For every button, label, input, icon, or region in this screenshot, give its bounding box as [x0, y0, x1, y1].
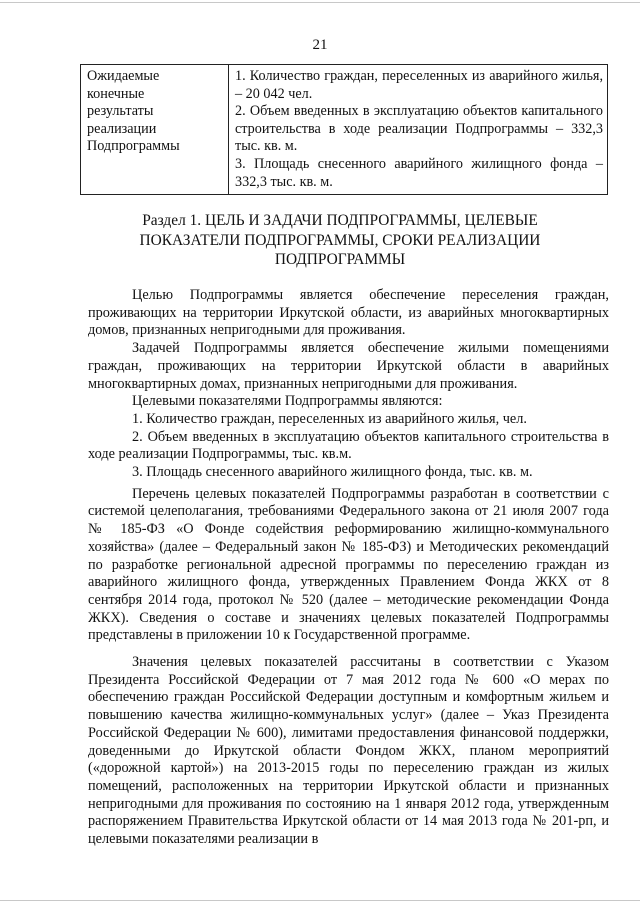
section-heading-line: ПОКАЗАТЕЛИ ПОДПРОГРАММЫ, СРОКИ РЕАЛИЗАЦИИ: [139, 231, 541, 249]
paragraph-goal: Целью Подпрограммы является обеспечение переселения граждан, проживающих на территории Иркутской области, из аварийных многоквартирных домов, признанных непригодными для проживания.: [88, 287, 609, 339]
paragraph-task: Задачей Подпрограммы является обеспечение жилыми помещениями граждан, проживающих на территории Иркутской области в аварийных многоквартирных домах, признанных непригодными для проживания.: [88, 340, 609, 392]
paragraph-indicator-1: 1. Количество граждан, переселенных из аварийного жилья, чел.: [132, 410, 527, 427]
paragraph-indicator-values: Значения целевых показателей рассчитаны в соответствии с Указом Президента Российской Федерации от 7 мая 2012 года № 600 «О мерах по обеспечению граждан Российской Федерации доступным и комфортным жильем и повышению качества жилищно-коммунальных услуг» (далее – Указ Президента Российской Федерации № 600), лимитами предоставления финансовой поддержки, доведенными до Иркутской области Фондом ЖКХ, планом мероприятий («дорожной картой») на 2013-2015 годы по переселению граждан из жилых помещений, расположенных на территории Иркутской области и признанных непригодными для проживания по состоянию на 1 января 2012 года, утвержденным распоряжением Правительства Иркутской области от 14 мая 2013 года № 201-рп, и целевыми показателями реализации в: [88, 654, 609, 848]
paragraph-indicator-list: Перечень целевых показателей Подпрограммы разработан в соответствии с системой целеполагания, требованиями Федерального закона от 21 июля 2007 года № 185-ФЗ «О Фонде содействия реформированию жилищно-коммунального хозяйства» (далее – Федеральный закон № 185-ФЗ) и Методических рекомендаций по разработке региональной адресной программы по переселению граждан из аварийного жилищного фонда, утвержденных Правлением Фонда ЖКХ от 8 сентября 2014 года, протокол № 520 (далее – методические рекомендации Фонда ЖКХ). Сведения о составе и значениях целевых показателей Подпрограммы представлены в приложении 10 к Государственной программе.: [88, 485, 609, 644]
section-heading-line: Раздел 1. ЦЕЛЬ И ЗАДАЧИ ПОДПРОГРАММЫ, ЦЕЛЕВЫЕ: [142, 212, 538, 229]
section-heading: [110, 211, 570, 270]
table-row: [81, 65, 608, 195]
paragraph-indicators-intro: Целевыми показателями Подпрограммы являются:: [132, 393, 443, 410]
result-item: 2. Объем введенных в эксплуатацию объектов капитального строительства в ходе реализации Подпрограммы – 332,3 тыс. кв. м.: [235, 103, 603, 155]
label-line: Подпрограммы: [87, 138, 180, 155]
page-edge-bottom: [0, 900, 640, 901]
body-text: [88, 287, 609, 849]
section-heading-line: ПОДПРОГРАММЫ: [274, 251, 406, 268]
page-number: 21: [312, 37, 328, 53]
label-line: реализации: [87, 120, 157, 137]
label-line: результаты: [87, 103, 154, 120]
label-line: Ожидаемые: [87, 68, 160, 84]
page-edge-top: [0, 2, 640, 3]
paragraph-indicator-3: 3. Площадь снесенного аварийного жилищного фонда, тыс. кв. м.: [132, 464, 533, 481]
table-value-cell: [229, 65, 608, 195]
summary-table: [80, 64, 608, 195]
paragraph-indicator-2: 2. Объем введенных в эксплуатацию объектов капитального строительства в ходе реализации Подпрограммы, тыс. кв.м.: [88, 428, 609, 463]
table-label-cell: [81, 65, 229, 195]
label-line: конечные: [87, 85, 145, 102]
result-item: 1. Количество граждан, переселенных из аварийного жилья, – 20 042 чел.: [235, 68, 603, 102]
result-item: 3. Площадь снесенного аварийного жилищного фонда – 332,3 тыс. кв. м.: [235, 155, 603, 190]
